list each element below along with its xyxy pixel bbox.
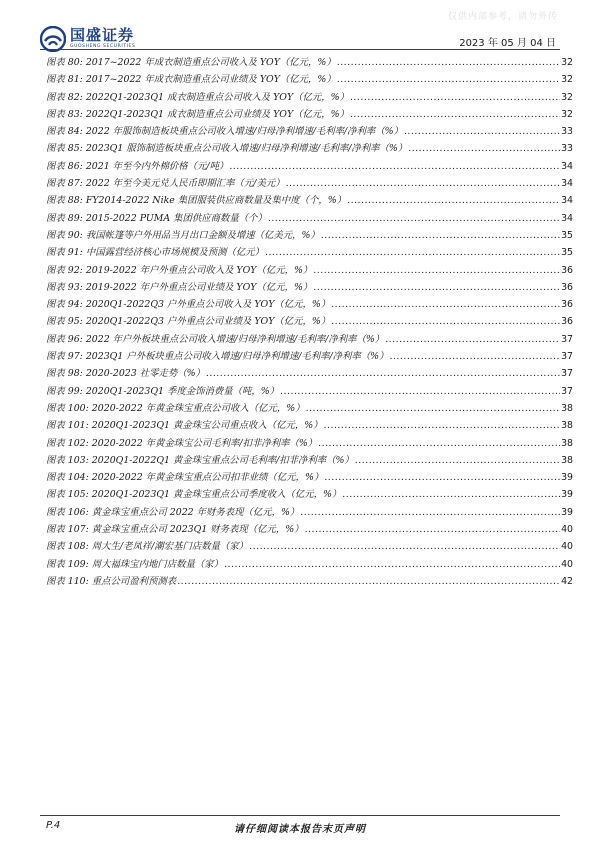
toc-entry-title: 2022Q1-2023Q1 成衣制造重点公司收入及 YOY（亿元，%） (85, 91, 349, 103)
toc-entry-label: 图表 98: (46, 368, 83, 380)
toc-entry-page: 36 (561, 281, 573, 293)
report-date: 2023 年 05 月 04 日 (459, 38, 556, 49)
toc-leader-dots (280, 386, 560, 397)
toc-entry[interactable] (46, 175, 573, 192)
toc-entry-title: 2020Q1-2022Q3 户外重点公司业绩及 YOY（亿元，%） (85, 316, 331, 328)
toc-entry-label: 图表 101: (46, 420, 89, 432)
toc-entry-page: 39 (561, 472, 573, 484)
toc-entry-label: 图表 88: (46, 195, 83, 207)
toc-entry-title: 2023Q1 户外板块重点公司收入增速/归母净利增速/毛利率/净利率（%） (85, 351, 389, 363)
toc-leader-dots (268, 213, 560, 224)
toc-entry[interactable] (46, 158, 573, 175)
toc-entry[interactable] (46, 106, 573, 123)
toc-entry-page: 34 (561, 212, 573, 224)
header-divider (40, 49, 560, 50)
toc-entry-title: 中国露营经济核心市场规模及预测（亿元） (85, 247, 264, 259)
toc-entry[interactable] (46, 573, 573, 590)
toc-entry-page: 32 (561, 91, 573, 103)
toc-entry-page: 38 (561, 437, 573, 449)
toc-entry-title: 2017~2022 年成衣制造重点公司收入及 YOY（亿元，%） (85, 57, 336, 68)
toc-entry-page: 32 (561, 108, 573, 120)
toc-entry-page: 35 (561, 247, 573, 259)
toc-entry[interactable] (46, 279, 573, 296)
toc-entry-page: 33 (561, 143, 573, 155)
toc-entry-title: 2022 年至今美元兑人民币即期汇率（元/美元） (85, 178, 285, 190)
toc-entry-page: 34 (561, 195, 573, 207)
toc-entry-title: 2023Q1 服饰制造板块重点公司收入增速/归母净利增速/毛利率/净利率（%） (85, 143, 408, 155)
toc-entry-page: 36 (561, 264, 573, 276)
toc-entry-label: 图表 87: (46, 178, 83, 190)
toc-entry-label: 图表 82: (46, 91, 83, 103)
toc-entry[interactable] (46, 556, 573, 573)
toc-entry-label: 图表 94: (46, 299, 83, 311)
toc-entry-page: 36 (561, 316, 573, 328)
toc-entry[interactable] (46, 400, 573, 417)
toc-entry[interactable] (46, 313, 573, 330)
toc-entry[interactable] (46, 486, 573, 503)
toc-entry[interactable] (46, 71, 573, 88)
toc-leader-dots (306, 403, 560, 414)
toc-entry[interactable] (46, 331, 573, 348)
toc-leader-dots (342, 489, 560, 500)
toc-entry-label: 图表 107: (46, 524, 89, 536)
toc-entry-page: 34 (561, 178, 573, 190)
logo-chinese-name: 国盛证券 (70, 26, 135, 45)
toc-entry-title: 2017~2022 年成衣制造重点公司业绩及 YOY（亿元，%） (85, 74, 336, 86)
toc-entry-page: 37 (561, 333, 573, 345)
toc-entry-label: 图表 102: (46, 437, 89, 449)
toc-entry[interactable] (46, 244, 573, 261)
toc-entry-page: 40 (561, 524, 573, 536)
page-number: P.4 (46, 820, 61, 831)
toc-entry-label: 图表 108: (46, 541, 89, 553)
toc-entry[interactable] (46, 521, 573, 538)
toc-leader-dots (408, 143, 560, 154)
toc-leader-dots (286, 178, 560, 189)
toc-entry[interactable] (46, 504, 573, 521)
toc-entry-label: 图表 93: (46, 281, 83, 293)
toc-entry-label: 图表 96: (46, 333, 83, 345)
toc-leader-dots (350, 92, 560, 103)
toc-entry[interactable] (46, 365, 573, 382)
toc-leader-dots (206, 368, 560, 379)
toc-entry-title: FY2014-2022 Nike 集团服装供应商数量及集中度（个，%） (85, 195, 347, 207)
toc-entry-title: 2020Q1-2023Q1 季度金饰消费量（吨，%） (85, 385, 280, 397)
toc-entry-label: 图表 84: (46, 126, 83, 138)
toc-entry[interactable] (46, 296, 573, 313)
toc-entry-label: 图表 97: (46, 351, 83, 363)
toc-entry-label: 图表 85: (46, 143, 83, 155)
toc-leader-dots (337, 74, 560, 85)
toc-entry-label: 图表 99: (46, 385, 83, 397)
toc-leader-dots (331, 299, 560, 310)
toc-entry-page: 40 (561, 558, 573, 570)
toc-entry-page: 37 (561, 351, 573, 363)
toc-leader-dots (318, 438, 560, 449)
toc-entry-label: 图表 92: (46, 264, 83, 276)
figure-index-list (46, 54, 573, 590)
toc-entry[interactable] (46, 383, 573, 400)
toc-entry-title: 周大福珠宝内地门店数量（家） (91, 558, 224, 570)
toc-entry[interactable] (46, 348, 573, 365)
toc-leader-dots (347, 195, 560, 206)
toc-leader-dots (355, 455, 560, 466)
toc-leader-dots (321, 230, 560, 241)
toc-leader-dots (265, 247, 560, 258)
toc-entry-title: 2020Q1-2022Q1 黄金珠宝重点公司毛利率/扣非净利率（%） (91, 454, 354, 466)
logo-english-name: GUOSHENG SECURITIES (70, 44, 136, 50)
toc-entry-label: 图表 86: (46, 160, 83, 172)
toc-entry-title: 2022Q1-2023Q1 成衣制造重点公司业绩及 YOY（亿元，%） (85, 108, 349, 120)
watermark-text: 仅供内部参考，请勿外传 (447, 12, 558, 22)
toc-leader-dots (313, 265, 560, 276)
toc-entry[interactable] (46, 140, 573, 157)
toc-leader-dots (331, 316, 560, 327)
toc-entry[interactable] (46, 210, 573, 227)
toc-entry-label: 图表 95: (46, 316, 83, 328)
toc-entry-title: 周大生/老凤祥/潮宏基门店数量（家） (91, 541, 249, 553)
toc-entry[interactable] (46, 452, 573, 469)
toc-entry-title: 黄金珠宝重点公司 2022 年财务表现（亿元，%） (91, 506, 300, 518)
toc-entry-title: 2015-2022 PUMA 集团供应商数量（个） (85, 212, 267, 224)
toc-entry-title: 2020-2023 社零走势（%） (85, 368, 205, 380)
toc-entry-label: 图表 81: (46, 74, 83, 86)
toc-entry-label: 图表 89: (46, 212, 83, 224)
toc-leader-dots (229, 161, 560, 172)
toc-entry-title: 2020Q1-2022Q3 户外重点公司收入及 YOY（亿元，%） (85, 299, 331, 311)
footer-divider (40, 815, 560, 816)
toc-entry-label: 图表 100: (46, 402, 89, 414)
toc-entry-page: 38 (561, 454, 573, 466)
toc-entry-label: 图表 104: (46, 472, 89, 484)
toc-entry-label: 图表 83: (46, 108, 83, 120)
toc-entry-page: 38 (561, 402, 573, 414)
toc-entry-page: 32 (561, 57, 573, 68)
toc-entry-title: 2020Q1-2023Q1 黄金珠宝重点公司季度收入（亿元，%） (91, 489, 342, 501)
toc-entry-title: 黄金珠宝重点公司 2023Q1 财务表现（亿元，%） (91, 524, 304, 536)
toc-entry-label: 图表 105: (46, 489, 89, 501)
toc-leader-dots (224, 559, 560, 570)
toc-entry-title: 2019-2022 年户外重点公司业绩及 YOY（亿元，%） (85, 281, 313, 293)
toc-entry[interactable] (46, 54, 573, 71)
toc-leader-dots (313, 282, 560, 293)
toc-leader-dots (337, 57, 560, 68)
toc-leader-dots (249, 541, 560, 552)
toc-entry-title: 2019-2022 年户外重点公司收入及 YOY（亿元，%） (85, 264, 313, 276)
toc-entry-label: 图表 106: (46, 506, 89, 518)
toc-entry-page: 38 (561, 420, 573, 432)
toc-entry-title: 2021 年至今内外棉价格（元/吨） (85, 160, 229, 172)
toc-entry-page: 37 (561, 368, 573, 380)
toc-entry-page: 39 (561, 506, 573, 518)
toc-leader-dots (350, 109, 560, 120)
toc-leader-dots (177, 576, 560, 587)
toc-entry-title: 重点公司盈利预测表 (91, 575, 177, 587)
toc-entry-label: 图表 103: (46, 454, 89, 466)
toc-leader-dots (305, 524, 561, 535)
toc-entry-page: 35 (561, 229, 573, 241)
toc-entry-page: 37 (561, 385, 573, 397)
toc-entry-page: 34 (561, 160, 573, 172)
toc-entry[interactable] (46, 469, 573, 486)
toc-entry-title: 2020-2022 年黄金珠宝公司毛利率/扣非净利率（%） (91, 437, 318, 449)
toc-entry[interactable] (46, 262, 573, 279)
page-header (0, 0, 600, 50)
toc-entry-label: 图表 90: (46, 229, 83, 241)
toc-entry-page: 42 (561, 575, 573, 587)
toc-entry-label: 图表 109: (46, 558, 89, 570)
toc-entry[interactable] (46, 227, 573, 244)
toc-entry-title: 2020Q1-2023Q1 黄金珠宝公司重点收入（亿元，%） (91, 420, 323, 432)
toc-entry[interactable] (46, 89, 573, 106)
toc-entry-page: 32 (561, 74, 573, 86)
toc-leader-dots (324, 472, 560, 483)
toc-entry-page: 39 (561, 489, 573, 501)
footer-disclaimer: 请仔细阅读本报告末页声明 (234, 824, 366, 835)
toc-entry[interactable] (46, 435, 573, 452)
toc-entry-page: 36 (561, 299, 573, 311)
toc-entry-label: 图表 80: (46, 57, 83, 68)
toc-entry-title: 我国帐篷等户外用品当月出口金额及增速（亿美元，%） (85, 229, 320, 241)
toc-leader-dots (324, 420, 561, 431)
toc-entry-title: 2022 年户外板块重点公司收入增速/归母净利增速/毛利率/净利率（%） (85, 333, 385, 345)
toc-leader-dots (300, 507, 560, 518)
toc-leader-dots (389, 351, 560, 362)
toc-entry-page: 33 (561, 126, 573, 138)
toc-leader-dots (404, 126, 560, 137)
toc-entry[interactable] (46, 417, 573, 434)
toc-entry[interactable] (46, 192, 573, 209)
toc-entry-label: 图表 110: (46, 575, 89, 587)
toc-entry[interactable] (46, 123, 573, 140)
toc-entry[interactable] (46, 538, 573, 555)
toc-entry-title: 2020-2022 年黄金珠宝重点公司扣非业绩（亿元，%） (91, 472, 324, 484)
toc-entry-title: 2020-2022 年黄金珠宝重点公司收入（亿元，%） (91, 402, 305, 414)
toc-leader-dots (385, 334, 560, 345)
toc-entry-title: 2022 年服饰制造板块重点公司收入增速/归母净利增速/毛利率/净利率（%） (85, 126, 403, 138)
toc-entry-label: 图表 91: (46, 247, 83, 259)
toc-entry-page: 40 (561, 541, 573, 553)
